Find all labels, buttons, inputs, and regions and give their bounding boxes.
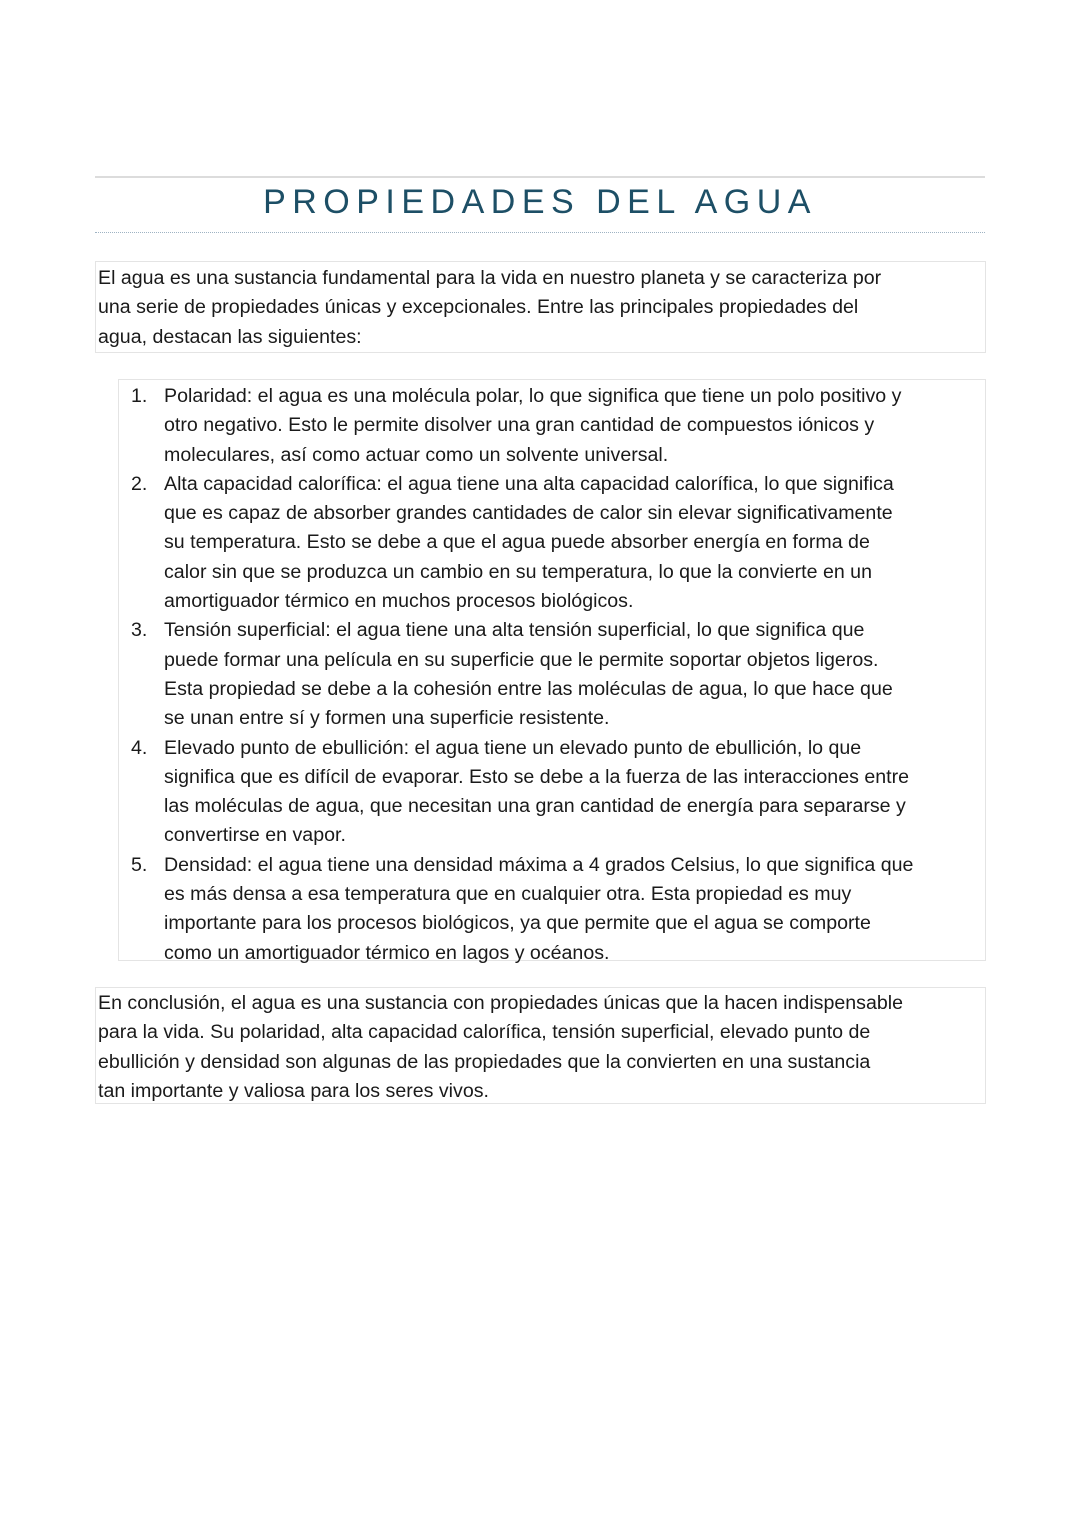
- page-title: PROPIEDADES DEL AGUA: [263, 183, 817, 221]
- text-line: Polaridad: el agua es una molécula polar, lo que significa que tiene un polo positivo y: [164, 385, 902, 407]
- text-line: es más densa a esa temperatura que en cualquier otra. Esta propiedad es muy: [164, 883, 852, 906]
- text-line: Densidad: el agua tiene una densidad máxima a 4 grados Celsius, lo que significa que: [164, 853, 914, 876]
- text-line: convertirse en vapor.: [164, 824, 346, 847]
- properties-list: [118, 379, 986, 964]
- text-line: Tensión superficial: el agua tiene una alta tensión superficial, lo que significa que: [164, 619, 865, 642]
- text-line: agua, destacan las siguientes:: [98, 325, 362, 348]
- text-line: El agua es una sustancia fundamental para la vida en nuestro planeta y se caracteriza por: [98, 267, 882, 289]
- list-item: [119, 382, 985, 470]
- text-line: ebullición y densidad son algunas de las propiedades que la convierten en una sustancia: [98, 1050, 871, 1073]
- text-line: una serie de propiedades únicas y excepcionales. Entre las principales propiedades del: [98, 296, 859, 319]
- text-line: significa que es difícil de evaporar. Esto se debe a la fuerza de las interacciones entre: [164, 765, 910, 788]
- list-number: 3.: [131, 619, 148, 642]
- text-line: importante para los procesos biológicos, ya que permite que el agua se comporte: [164, 912, 871, 935]
- text-line: como un amortiguador térmico en lagos y océanos.: [164, 941, 610, 964]
- list-number: 1.: [131, 385, 148, 407]
- text-line: su temperatura. Esto se debe a que el agua puede absorber energía en forma de: [164, 531, 870, 554]
- text-line: Alta capacidad calorífica: el agua tiene una alta capacidad calorífica, lo que significa: [164, 472, 894, 495]
- text-line: otro negativo. Esto le permite disolver una gran cantidad de compuestos iónicos y: [164, 414, 875, 437]
- text-line: para la vida. Su polaridad, alta capacidad calorífica, tensión superficial, elevado punto de: [98, 1021, 871, 1044]
- list-number: 5.: [131, 853, 148, 876]
- text-line: moleculares, así como actuar como un solvente universal.: [164, 443, 669, 466]
- list-item: [119, 851, 985, 968]
- list-item: [119, 616, 985, 733]
- text-line: puede formar una película en su superficie que le permite soportar objetos ligeros.: [164, 648, 879, 671]
- list-number: 4.: [131, 736, 148, 759]
- intro-paragraph: [95, 261, 986, 353]
- text-line: las moléculas de agua, que necesitan una gran cantidad de energía para separarse y: [164, 795, 906, 818]
- text-line: se unan entre sí y formen una superficie resistente.: [164, 707, 610, 730]
- list-item: [119, 734, 985, 851]
- text-line: tan importante y valiosa para los seres vivos.: [98, 1079, 489, 1102]
- list-number: 2.: [131, 472, 148, 495]
- title-bottom-rule: [95, 232, 985, 233]
- conclusion-paragraph: [95, 987, 986, 1104]
- text-line: calor sin que se produzca un cambio en su temperatura, lo que la convierte en un: [164, 560, 872, 583]
- text-line: que es capaz de absorber grandes cantidades de calor sin elevar significativamente: [164, 502, 893, 525]
- list-item: [119, 470, 985, 616]
- text-line: Esta propiedad se debe a la cohesión entre las moléculas de agua, lo que hace que: [164, 677, 893, 700]
- text-line: En conclusión, el agua es una sustancia con propiedades únicas que la hacen indispensable: [98, 992, 903, 1014]
- text-line: amortiguador térmico en muchos procesos biológicos.: [164, 590, 634, 613]
- text-line: Elevado punto de ebullición: el agua tiene un elevado punto de ebullición, lo que: [164, 736, 862, 759]
